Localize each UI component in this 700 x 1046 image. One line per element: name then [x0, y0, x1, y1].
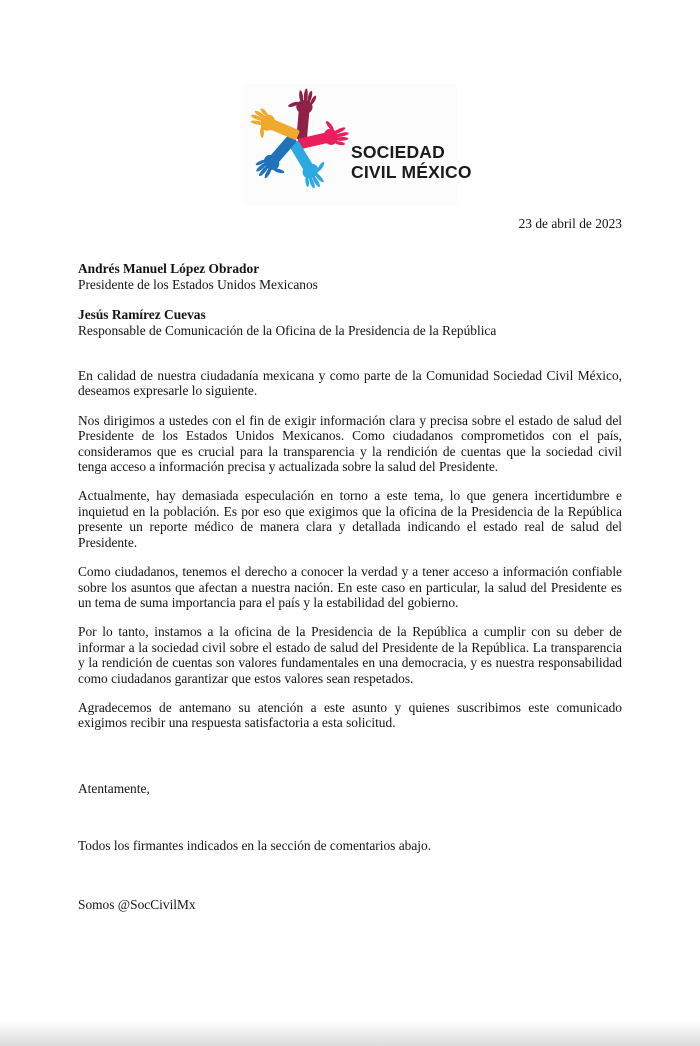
sociedad-civil-mexico-logo	[243, 84, 472, 206]
body-paragraph: Nos dirigimos a ustedes con el fin de exigir información clara y precisa sobre el estado de salud del Presidente de los Estados Unidos Mexicanos. Como ciudadanos comprometidos con el país, consideramos que es crucial para la transparencia y la rendición de cuentas que la sociedad civil tenga acceso a información precisa y actualizada sobre la salud del Presidente.	[78, 412, 622, 475]
recipient-block	[78, 307, 622, 338]
recipient-title: Presidente de los Estados Unidos Mexicanos	[78, 276, 318, 292]
letter-date: 23 de abril de 2023	[518, 216, 622, 231]
recipient-name: Andrés Manuel López Obrador	[78, 261, 260, 277]
body-paragraph: Por lo tanto, instamos a la oficina de la Presidencia de la República a cumplir con su deber de informar a la sociedad civil sobre el estado de salud del Presidente de la República. La transparencia y la rendición de cuentas son valores fundamentales en una democracia, y es nuestra responsabilidad como ciudadanos garantizar que estos valores sean respetados.	[78, 624, 622, 686]
body-paragraph: Agradecemos de antemano su atención a este asunto y quienes suscribimos este comunicado exigimos recibir una respuesta satisfactoria a esta solicitud.	[78, 699, 622, 731]
logo-text-line2: CIVIL MÉXICO	[351, 162, 472, 182]
logo-wordmark	[351, 142, 472, 182]
signatories-note: Todos los firmantes indicados en la sección de comentarios abajo.	[78, 838, 432, 854]
body-paragraph: En calidad de nuestra ciudadanía mexicana y como parte de la Comunidad Sociedad Civil México, deseamos expresarle lo siguiente.	[78, 368, 622, 399]
interlocked-hands-icon	[243, 86, 351, 194]
page-bottom-shadow	[0, 1020, 700, 1046]
closing-salutation: Atentamente,	[78, 780, 150, 796]
recipient-block	[78, 261, 622, 292]
logo-text-line1: SOCIEDAD	[351, 142, 445, 162]
body-paragraph: Como ciudadanos, tenemos el derecho a conocer la verdad y a tener acceso a información confiable sobre los asuntos que afectan a nuestra nación. En este caso en particular, la salud del Presidente es un tema de suma importancia para el país y la estabilidad del gobierno.	[78, 564, 622, 610]
letter-page	[0, 84, 700, 1046]
recipient-title: Responsable de Comunicación de la Oficina de la Presidencia de la República	[78, 322, 497, 338]
letter-body	[78, 368, 622, 731]
social-handle-line: Somos @SocCivilMx	[78, 896, 196, 912]
recipient-name: Jesús Ramírez Cuevas	[78, 307, 206, 323]
body-paragraph: Actualmente, hay demasiada especulación en torno a este tema, lo que genera incertidumbre e inquietud en la población. Es por eso que exigimos que la oficina de la Presidencia de la República presente un reporte médico de manera clara y detallada indicando el estado real de salud del Presidente.	[78, 488, 622, 550]
